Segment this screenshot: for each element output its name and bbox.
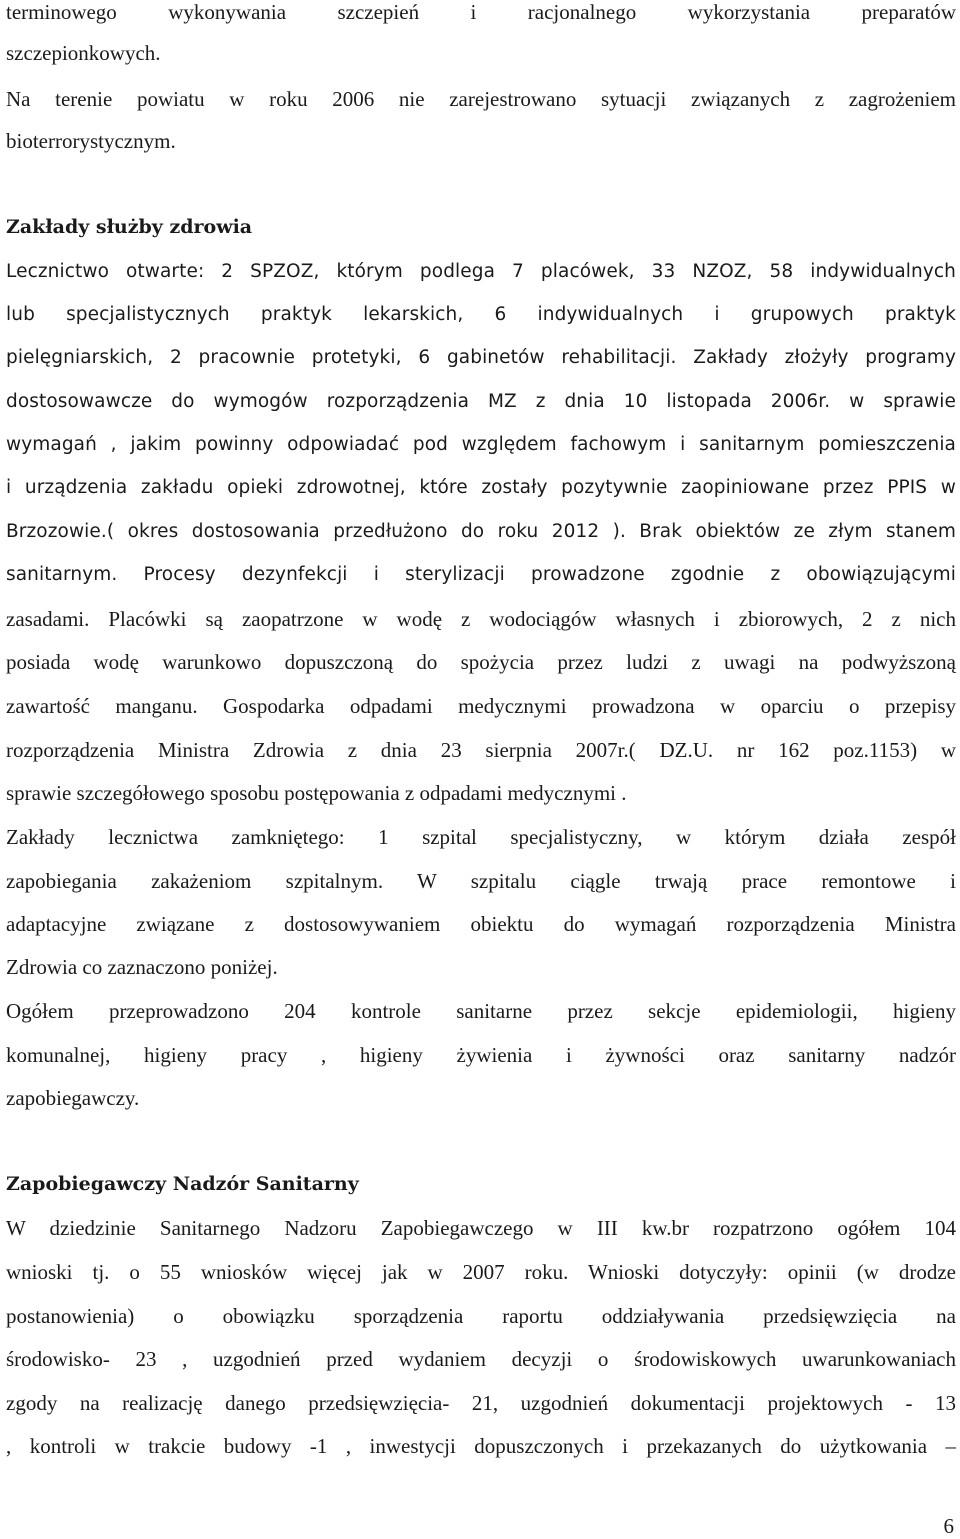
text-line: Ogółem przeprowadzono 204 kontrole sanitarne przez sekcje epidemiologii, higieny — [6, 999, 956, 1023]
text-line: posiada wodę warunkowo dopuszczoną do spożycia przez ludzi z uwagi na podwyższoną — [6, 650, 956, 674]
text-line: szczepionkowych. — [6, 41, 161, 65]
text-line: lub specjalistycznych praktyk lekarskich, 6 indywidualnych i grupowych praktyk — [6, 304, 956, 325]
text-line: Zdrowia co zaznaczono poniżej. — [6, 955, 278, 979]
text-line: komunalnej, higieny pracy , higieny żywienia i żywności oraz sanitarny nadzór — [6, 1043, 956, 1067]
text-line: pielęgniarskich, 2 pracownie protetyki, 6 gabinetów rehabilitacji. Zakłady złożyły programy — [6, 347, 956, 368]
text-line: terminowego wykonywania szczepień i racjonalnego wykorzystania preparatów — [6, 0, 956, 24]
text-line: wymagań , jakim powinny odpowiadać pod względem fachowym i sanitarnym pomieszczenia — [6, 434, 956, 455]
text-line: zgody na realizację danego przedsięwzięcia- 21, uzgodnień dokumentacji projektowych - 13 — [6, 1391, 956, 1415]
text-line: , kontroli w trakcie budowy -1 , inwestycji dopuszczonych i przekazanych do użytkowania – — [6, 1434, 956, 1458]
text-line: Lecznictwo otwarte: 2 SPZOZ, którym podlega 7 placówek, 33 NZOZ, 58 indywidualnych — [6, 261, 956, 282]
text-line: W dziedzinie Sanitarnego Nadzoru Zapobiegawczego w III kw.br rozpatrzono ogółem 104 — [6, 1216, 956, 1240]
section-heading: Zapobiegawczy Nadzór Sanitarny — [6, 1173, 359, 1195]
text-line: postanowienia) o obowiązku sporządzenia raportu oddziaływania przedsięwzięcia na — [6, 1304, 956, 1328]
text-line: Zakłady lecznictwa zamkniętego: 1 szpital specjalistyczny, w którym działa zespół — [6, 825, 956, 849]
text-line: wnioski tj. o 55 wniosków więcej jak w 2007 roku. Wnioski dotyczyły: opinii (w drodze — [6, 1260, 956, 1284]
text-line: sanitarnym. Procesy dezynfekcji i sterylizacji prowadzone zgodnie z obowiązującymi — [6, 564, 956, 585]
text-line: Brzozowie.( okres dostosowania przedłużono do roku 2012 ). Brak obiektów ze złym stanem — [6, 521, 956, 542]
page-number: 6 — [943, 1514, 954, 1538]
text-line: zapobiegania zakażeniom szpitalnym. W szpitalu ciągle trwają prace remontowe i — [6, 869, 956, 893]
text-line: sprawie szczegółowego sposobu postępowania z odpadami medycznymi . — [6, 781, 627, 805]
text-line: zapobiegawczy. — [6, 1086, 140, 1110]
text-line: rozporządzenia Ministra Zdrowia z dnia 23 sierpnia 2007r.( DZ.U. nr 162 poz.1153) w — [6, 738, 956, 762]
text-line: adaptacyjne związane z dostosowywaniem obiektu do wymagań rozporządzenia Ministra — [6, 912, 956, 936]
text-line: zawartość manganu. Gospodarka odpadami medycznymi prowadzona w oparciu o przepisy — [6, 694, 956, 718]
section-heading: Zakłady służby zdrowia — [6, 216, 253, 238]
text-line: i urządzenia zakładu opieki zdrowotnej, które zostały pozytywnie zaopiniowane przez PPIS w — [6, 477, 956, 498]
text-line: środowisko- 23 , uzgodnień przed wydaniem decyzji o środowiskowych uwarunkowaniach — [6, 1347, 956, 1371]
text-line: Na terenie powiatu w roku 2006 nie zarejestrowano sytuacji związanych z zagrożeniem — [6, 87, 956, 111]
text-line: dostosowawcze do wymogów rozporządzenia MZ z dnia 10 listopada 2006r. w sprawie — [6, 391, 956, 412]
text-line: zasadami. Placówki są zaopatrzone w wodę z wodociągów własnych i zbiorowych, 2 z nich — [6, 607, 956, 631]
text-line: bioterrorystycznym. — [6, 129, 176, 153]
